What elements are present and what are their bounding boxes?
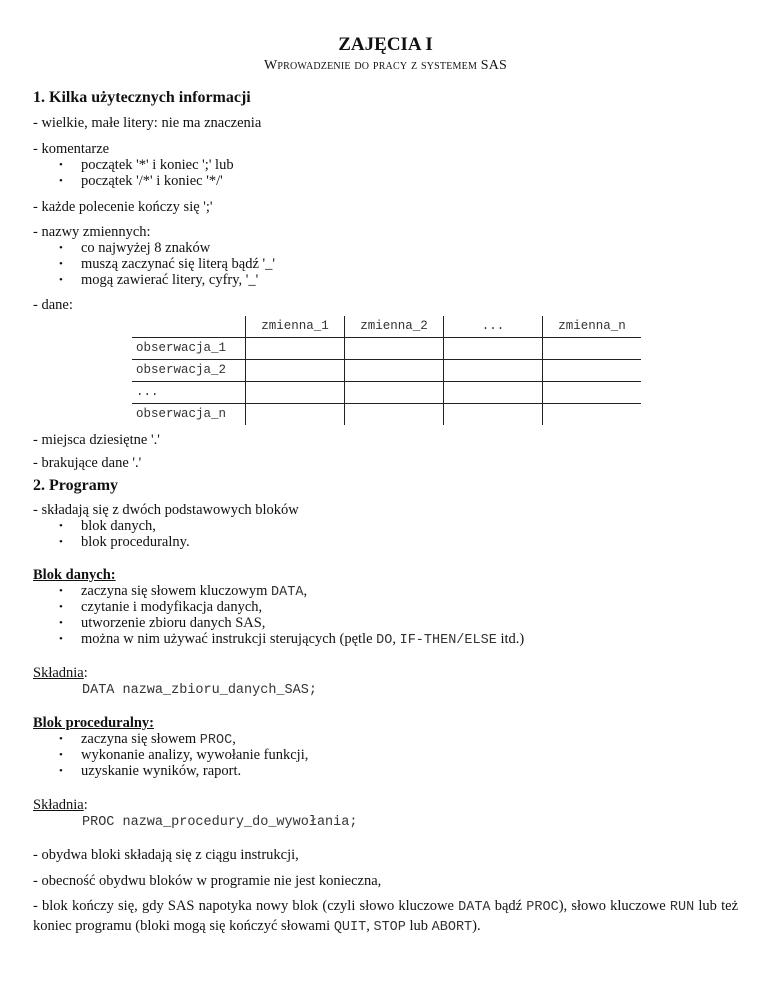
section1-heading: 1. Kilka użytecznych informacji — [33, 89, 251, 106]
code-keyword: RUN — [669, 900, 695, 915]
bullet-icon: • — [59, 765, 63, 777]
table-header-row — [132, 316, 641, 338]
row-header: obserwacja_2 — [132, 360, 246, 382]
data-table — [132, 316, 641, 425]
data-block-heading: Blok danych: — [33, 567, 116, 583]
column-header: ... — [444, 316, 543, 338]
data-intro: - dane: — [33, 297, 73, 313]
code-keyword: IF-THEN/ELSE — [399, 633, 497, 648]
both-instructions-note: - obydwa bloki składają się z ciągu instrukcji, — [33, 847, 299, 863]
bullet-icon: • — [59, 601, 63, 613]
table-row — [132, 360, 641, 382]
both-not-required-note: - obecność obydwu bloków w programie nie jest konieczna, — [33, 873, 382, 889]
code-keyword: STOP — [373, 920, 406, 935]
table-row — [132, 338, 641, 360]
code-keyword: PROC — [199, 733, 233, 748]
comments-intro: - komentarze — [33, 141, 110, 157]
bullet-icon: • — [59, 175, 63, 187]
bullet-icon: • — [59, 520, 63, 532]
bullet-icon: • — [59, 733, 63, 745]
blocks-intro: - składają się z dwóch podstawowych bloków — [33, 502, 299, 518]
page-title: ZAJĘCIA I — [338, 34, 433, 55]
proc-block-heading: Blok proceduralny: — [33, 715, 154, 731]
proc-syntax-label: Składnia: — [33, 797, 88, 813]
row-header: ... — [132, 382, 246, 404]
bullet-icon: • — [59, 536, 63, 548]
proc-syntax-code: PROC nazwa_procedury_do_wywołania; — [82, 815, 358, 830]
statement-end-note: - każde polecenie kończy się ';' — [33, 199, 213, 215]
bullet-icon: • — [59, 617, 63, 629]
bullet-icon: • — [59, 749, 63, 761]
data-syntax-label: Składnia: — [33, 665, 88, 681]
decimal-note: - miejsca dziesiętne '.' — [33, 432, 160, 448]
missing-note: - brakujące dane '.' — [33, 455, 142, 471]
code-keyword: PROC — [526, 900, 559, 915]
varnames-intro: - nazwy zmiennych: — [33, 224, 151, 240]
column-header: zmienna_1 — [246, 316, 345, 338]
data-syntax-code: DATA nazwa_zbioru_danych_SAS; — [82, 683, 317, 698]
bullet-icon: • — [59, 258, 63, 270]
bullet-icon: • — [59, 585, 63, 597]
code-keyword: DATA — [271, 585, 304, 600]
bullet-icon: • — [59, 633, 63, 645]
page-subtitle: Wprowadzenie do pracy z systemem SAS — [263, 58, 508, 73]
code-keyword: QUIT — [333, 920, 367, 935]
bullet-icon: • — [59, 242, 63, 254]
block-end-paragraph: - blok kończy się, gdy SAS napotyka nowy blok (czyli słowo kluczowe DATA bądź PROC), słowo kluczowe RUN lub też koniec programu (bloki mogą się kończyć słowami QUIT, STOP lub ABORT). — [33, 898, 739, 935]
row-header: obserwacja_n — [132, 404, 246, 426]
letters-note: - wielkie, małe litery: nie ma znaczenia — [33, 115, 262, 131]
code-keyword: ABORT — [431, 920, 473, 935]
row-header: obserwacja_1 — [132, 338, 246, 360]
column-header: zmienna_n — [543, 316, 642, 338]
code-keyword: DO — [376, 633, 393, 648]
section2-heading: 2. Programy — [33, 477, 119, 494]
code-keyword: DATA — [458, 900, 491, 915]
column-header: zmienna_2 — [345, 316, 444, 338]
table-row — [132, 382, 641, 404]
table-row — [132, 404, 641, 426]
bullet-icon: • — [59, 159, 63, 171]
bullet-icon: • — [59, 274, 63, 286]
